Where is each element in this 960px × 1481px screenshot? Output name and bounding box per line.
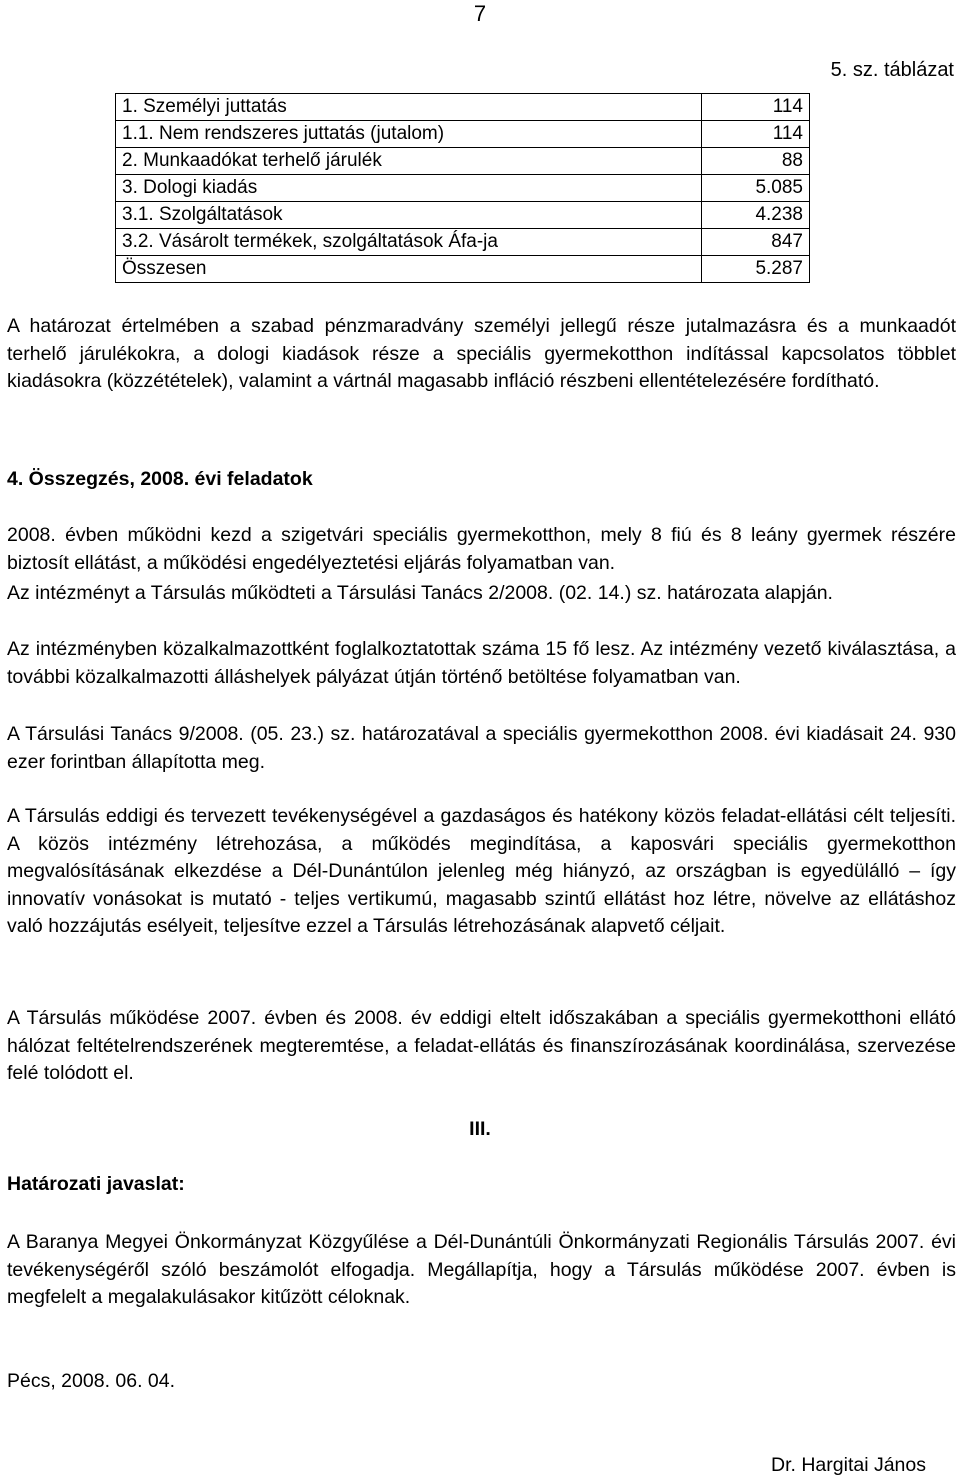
section-heading: 4. Összegzés, 2008. évi feladatok (7, 468, 313, 490)
row-label: 1.1. Nem rendszeres juttatás (jutalom) (116, 121, 702, 148)
paragraph-operation: Az intézményt a Társulás működteti a Társulási Tanács 2/2008. (02. 14.) sz. határozata alapján. (7, 582, 833, 604)
table-row (116, 256, 810, 283)
row-value: 5.085 (702, 175, 810, 202)
table-row (116, 175, 810, 202)
paragraph-activity: A Társulás működése 2007. évben és 2008. év eddigi eltelt időszakában a speciális gyermekotthoni ellátó hálózat feltételrendszerének megteremtése, a feladat-ellátás és finanszírozásának koordinálása, szervezése felé tolódott el. (7, 1007, 956, 1084)
paragraph-budget: A Társulási Tanács 9/2008. (05. 23.) sz. határozatával a speciális gyermekotthon 2008. évi kiadásait 24. 930 ezer forintban állapította meg. (7, 723, 956, 773)
table-row (116, 148, 810, 175)
resolution-title: Határozati javaslat: (7, 1173, 185, 1195)
resolution-text: A Baranya Megyei Önkormányzat Közgyűlése a Dél-Dunántúli Önkormányzati Regionális Társulás 2007. évi tevékenységéről szóló beszámolót elfogadja. Megállapítja, hogy a Társulás működése 2007. évben is megfelelt a megalakulásakor kitűzött céloknak. (7, 1231, 956, 1308)
table-row (116, 121, 810, 148)
row-value: 114 (702, 121, 810, 148)
row-label: 2. Munkaadókat terhelő járulék (116, 148, 702, 175)
table-row (116, 229, 810, 256)
paragraph-staffing: Az intézményben közalkalmazottként foglalkoztatottak száma 15 fő lesz. Az intézmény vezető kiválasztása, a további közalkalmazotti álláshelyek pályázat útján történő betöltése folyamatban van. (7, 638, 956, 688)
signature-name: Dr. Hargitai János (771, 1454, 926, 1476)
row-value: 5.287 (702, 256, 810, 283)
row-value: 114 (702, 94, 810, 121)
row-label: 3.2. Vásárolt termékek, szolgáltatások Áfa-ja (116, 229, 702, 256)
table-label: 5. sz. táblázat (830, 59, 954, 81)
row-label: 1. Személyi juttatás (116, 94, 702, 121)
row-label: 3. Dologi kiadás (116, 175, 702, 202)
table-row (116, 94, 810, 121)
page-number: 7 (473, 1, 487, 26)
row-label: Összesen (116, 256, 702, 283)
paragraph-new-home: 2008. évben működni kezd a szigetvári speciális gyermekotthon, mely 8 fiú és 8 leány gyermek részére biztosít ellátást, a működési engedélyeztetési eljárás folyamatban van. (7, 524, 956, 574)
row-value: 847 (702, 229, 810, 256)
place-date: Pécs, 2008. 06. 04. (7, 1370, 176, 1392)
row-value: 4.238 (702, 202, 810, 229)
paragraph-allocation: A határozat értelmében a szabad pénzmaradvány személyi jellegű része jutalmazásra és a munkaadót terhelő járulékokra, a dologi kiadások része a speciális gyermekotthon indítással kapcsolatos többlet kiadásokra (közzétételek), valamint a vártnál magasabb infláció részbeni ellentételezésére fordítható. (7, 315, 956, 392)
row-value: 88 (702, 148, 810, 175)
section-numeral: III. (469, 1118, 491, 1140)
row-label: 3.1. Szolgáltatások (116, 202, 702, 229)
table-row (116, 202, 810, 229)
paragraph-goals: A Társulás eddigi és tervezett tevékenységével a gazdaságos és hatékony közös feladat-ellátási célt teljesíti. A közös intézmény létrehozása, a működés megindítása, a kaposvári speciális gyermekotthon megvalósításának elkezdése a Dél-Dunántúlon jelenleg még hiányzó, az országban is egyedülálló – így innovatív vonásokat is mutató - teljes vertikumú, magasabb szintű ellátást hoz létre, növelve az ellátáshoz való hozzájutás esélyeit, teljesítve ezzel a Társulás létrehozásának alapvető céljait. (7, 805, 956, 937)
budget-table (115, 93, 810, 283)
